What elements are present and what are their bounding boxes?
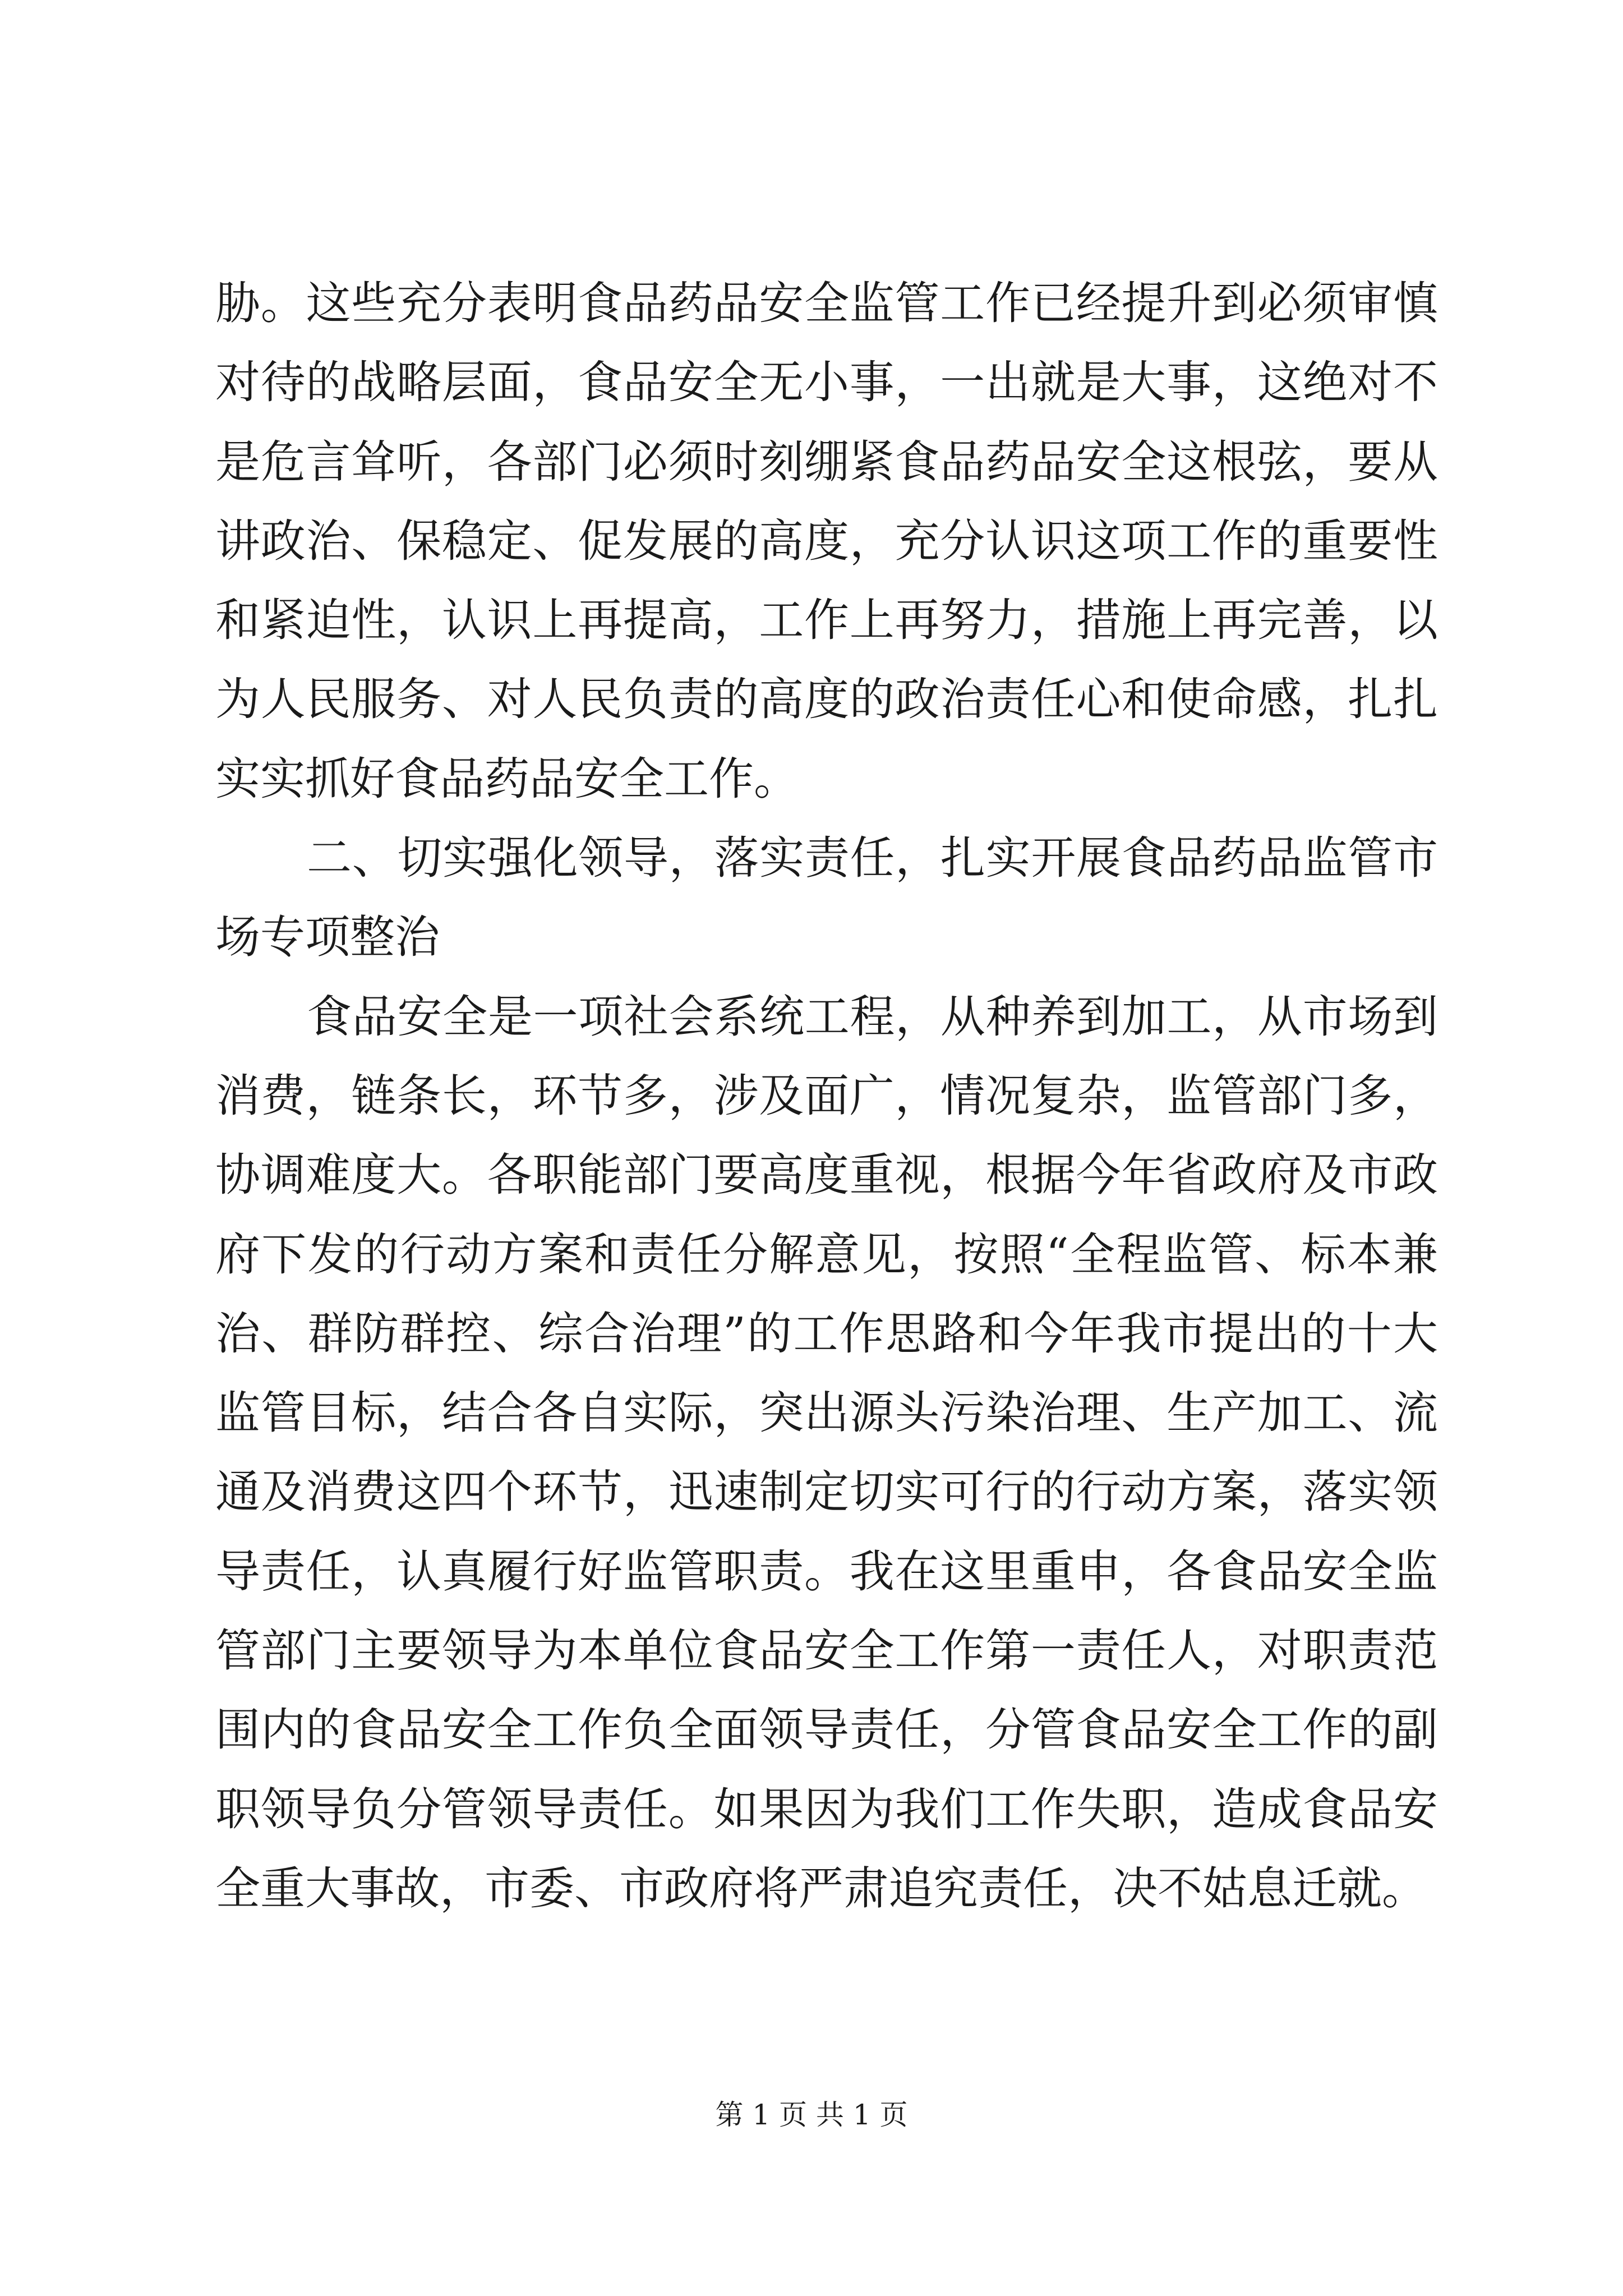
paragraph-continuation: 胁。这些充分表明食品药品安全监管工作已经提升到必须审慎对待的战略层面，食品安全无小事，一出就是大事，这绝对不是危言耸听，各部门必须时刻绷紧食品药品安全这根弦，要从讲政治、保稳定、促发展的高度，充分认识这项工作的重要性和紧迫性，认识上再提高，工作上再努力，措施上再完善，以为人民服务、对人民负责的高度的政治责任心和使命感，扎扎实实抓好食品药品安全工作。 (215, 277, 1438, 805)
page-footer: 第 1 页 共 1 页 (715, 2099, 908, 2131)
paragraph-body: 食品安全是一项社会系统工程，从种养到加工，从市场到消费，链条长，环节多，涉及面广，情况复杂，监管部门多，协调难度大。各职能部门要高度重视，根据今年省政府及市政府下发的行动方案和责任分解意见，按照“全程监管、标本兼治、群防群控、综合治理”的工作思路和今年我市提出的十大监管目标，结合各自实际，突出源头污染治理、生产加工、流通及消费这四个环节，迅速制定切实可行的行动方案，落实领导责任，认真履行好监管职责。我在这里重申，各食品安全监管部门主要领导为本单位食品安全工作第一责任人，对职责范围内的食品安全工作负全面领导责任，分管食品安全工作的副职领导负分管领导责任。如果因为我们工作失职，造成食品安全重大事故，市委、市政府将严肃追究责任，决不姑息迁就。 (215, 990, 1438, 1915)
section-heading: 二、切实强化领导，落实责任，扎实开展食品药品监管市场专项整治 (215, 832, 1438, 964)
document-body (215, 264, 1438, 1928)
